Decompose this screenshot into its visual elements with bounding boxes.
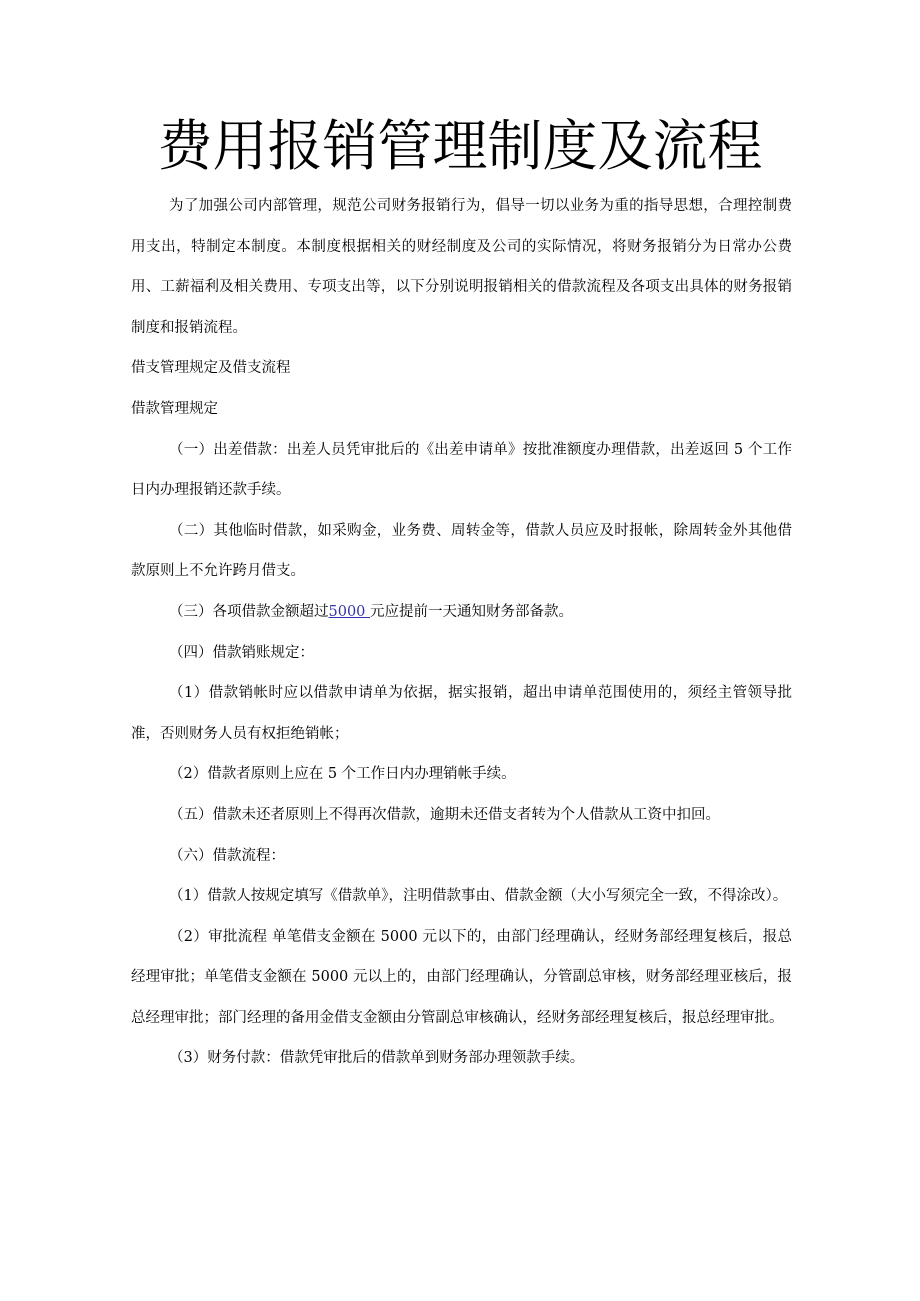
rule-item-6-1: （1）借款人按规定填写《借款单》，注明借款事由、借款金额（大小写须完全一致，不得涂改）。 — [169, 888, 788, 905]
rule-item-5: （五）借款未还者原则上不得再次借款，逾期未还借支者转为个人借款从工资中扣回。 — [169, 806, 720, 823]
rule-item-6-3: （3）财务付款：借款凭审批后的借款单到财务部办理领款手续。 — [169, 1050, 585, 1067]
document-title: 费用报销管理制度及流程 — [157, 114, 763, 178]
document-body — [131, 186, 792, 1079]
rule-item-4-1: （1）借款销帐时应以借款申请单为依据，据实报销，超出申请单范围使用的，须经主管领导批准，否则财务人员有权拒绝销帐； — [131, 685, 792, 742]
rule-item-6: （六）借款流程： — [169, 847, 285, 864]
amount-link[interactable]: 5000 — [328, 603, 371, 620]
intro-paragraph: 为了加强公司内部管理，规范公司财务报销行为，倡导一切以业务为重的指导思想，合理控制费用支出，特制定本制度。本制度根据相关的财经制度及公司的实际情况，将财务报销分为日常办公费用、工薪福利及相关费用、专项支出等，以下分别说明报销相关的借款流程及各项支出具体的财务报销制度和报销流程。 — [131, 198, 792, 336]
rule-item-3 — [131, 592, 792, 633]
rule-item-4: （四）借款销账规定： — [169, 644, 314, 661]
rule-item-4-2: （2）借款者原则上应在 5 个工作日内办理销帐手续。 — [169, 766, 516, 783]
section-heading-borrowing: 借支管理规定及借支流程 — [131, 360, 291, 377]
rule-item-6-2: （2）审批流程 单笔借支金额在 5000 元以下的，由部门经理确认，经财务部经理复核后，报总经理审批；单笔借支金额在 5000 元以上的，由部门经理确认，分管副总审核，财务部经理亚核后，报总经理审批；部门经理的备用金借支金额由分管副总审核确认，经财务部经理复核后，报总经理审批。 — [131, 928, 792, 1026]
subsection-heading-loan-rules: 借款管理规定 — [131, 400, 218, 417]
rule-item-3-before: （三）各项借款金额超过 — [169, 603, 329, 620]
rule-item-1: （一）出差借款：出差人员凭审批后的《出差申请单》按批准额度办理借款，出差返回 5 个工作日内办理报销还款手续。 — [131, 441, 792, 499]
rule-item-3-after: 元应提前一天通知财务部备款。 — [370, 603, 574, 620]
rule-item-2: （二）其他临时借款，如采购金，业务费、周转金等，借款人员应及时报帐，除周转金外其他借款原则上不允许跨月借支。 — [131, 522, 792, 580]
